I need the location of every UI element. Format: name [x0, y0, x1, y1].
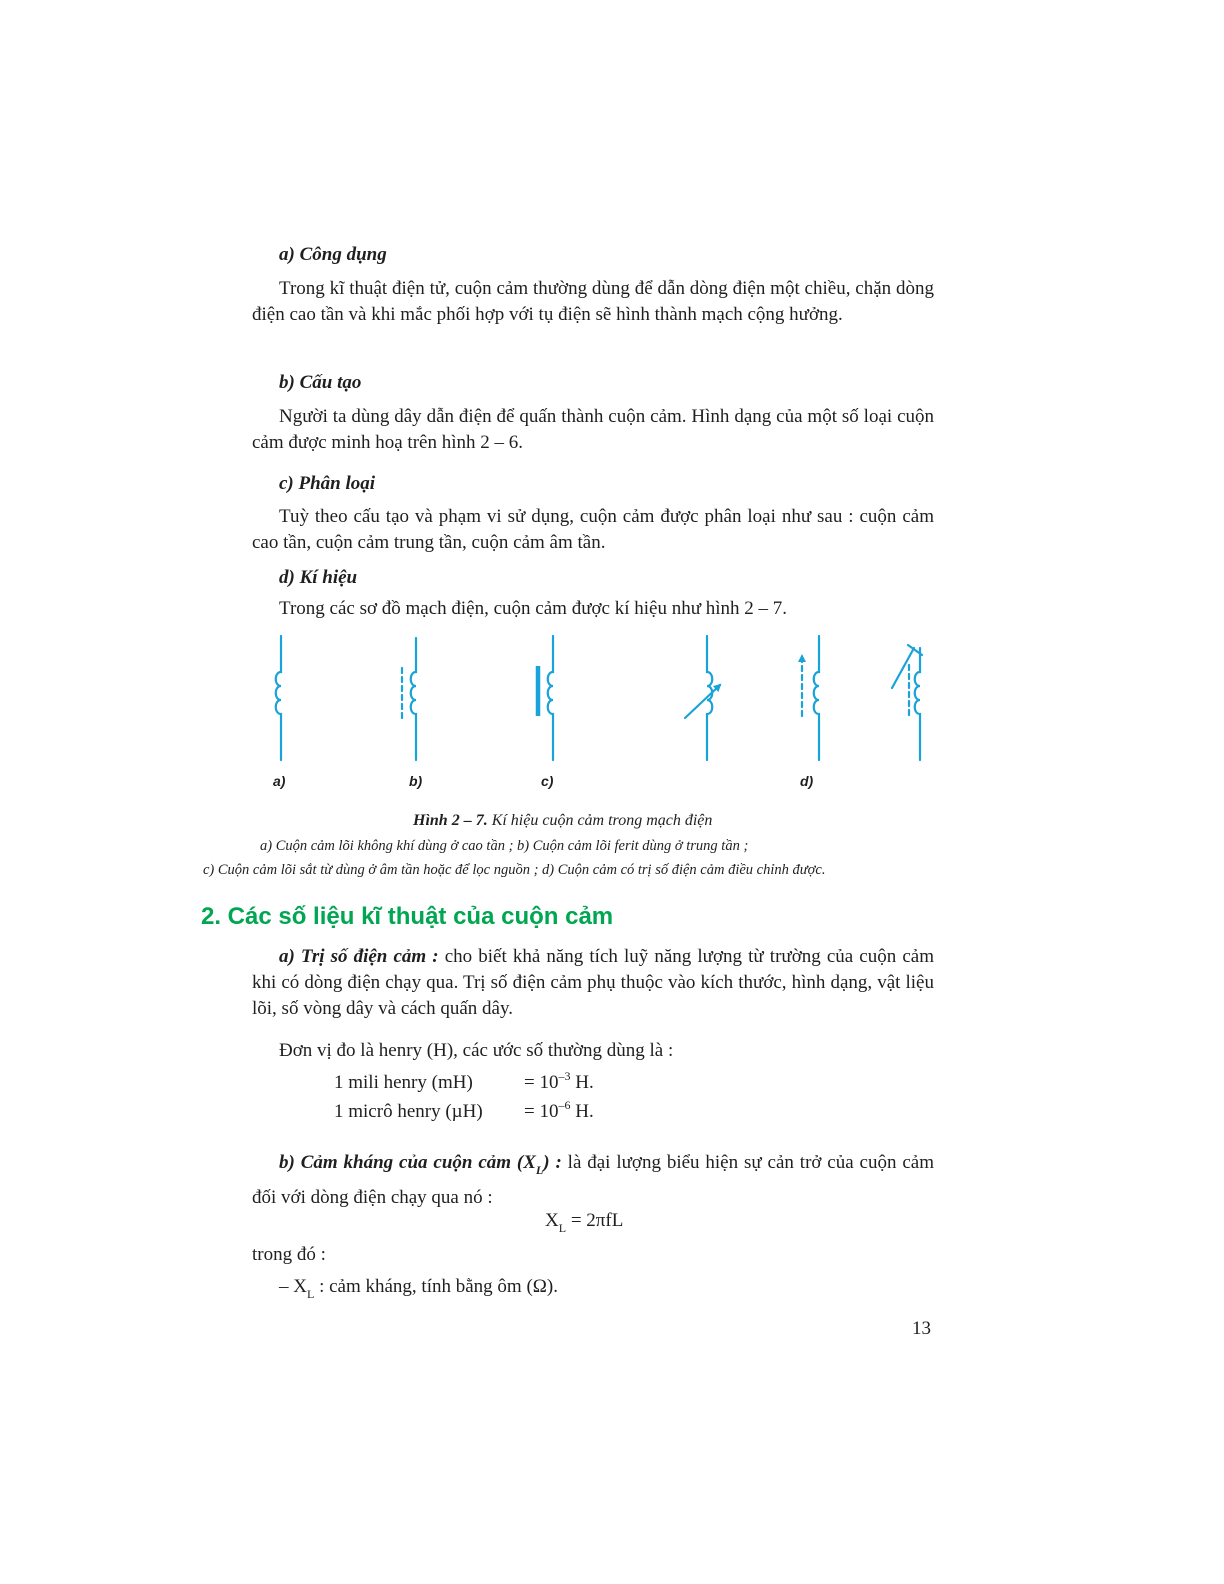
definition-xl-sub: L	[306, 1287, 315, 1301]
figure-label-b: b)	[409, 773, 423, 789]
section-title: 2. Các số liệu kĩ thuật của cuộn cảm	[201, 903, 614, 930]
unit-mili-henry-eq: = 10	[524, 1072, 559, 1093]
heading-cong-dung: a) Công dụng	[279, 244, 387, 265]
unit-micro-henry-exp: –6	[558, 1098, 571, 1112]
unit-intro: Đơn vị đo là henry (H), các ước số thường dùng là :	[279, 1040, 674, 1061]
formula-sub: L	[558, 1221, 567, 1235]
unit-micro-henry-eq: = 10	[524, 1101, 559, 1122]
figure-caption-line-2: c) Cuộn cảm lõi sắt từ dùng ở âm tần hoặc để lọc nguồn ; d) Cuộn cảm có trị số điện cảm điều chỉnh được.	[203, 862, 826, 878]
where-label: trong đó :	[252, 1244, 326, 1265]
formula-rhs: = 2πfL	[566, 1210, 624, 1231]
definition-xl-text: : cảm kháng, tính bằng ôm (Ω).	[314, 1276, 558, 1297]
definition-xl-dash: – X	[279, 1276, 307, 1297]
heading-cam-khang-post: ) :	[543, 1152, 562, 1173]
figure-caption-line-1: a) Cuộn cảm lõi không khí dùng ở cao tần ; b) Cuộn cảm lõi ferit dùng ở trung tần ;	[260, 838, 749, 854]
figure-label-c: c)	[541, 773, 554, 789]
unit-micro-henry-name: 1 micrô henry (µH)	[334, 1101, 483, 1122]
paragraph-tri-so-dien-cam	[252, 944, 934, 1022]
formula-cam-khang	[545, 1210, 624, 1235]
inductor-iron-core-symbol	[538, 636, 553, 760]
figure-label-d: d)	[800, 773, 814, 789]
text-tri-so-dien-cam: cho biết khả năng tích luỹ năng lượng từ trường của cuộn cảm khi có dòng điện chạy qua. Trị số điện cảm phụ thuộc vào kích thước, hình dạng, vật liệu lõi, số vòng dây và cách quấn dây.	[252, 946, 934, 1019]
inductor-variable-symbol-1	[685, 636, 720, 760]
page-number: 13	[912, 1318, 931, 1339]
heading-cam-khang-sub: L	[535, 1163, 544, 1177]
paragraph-phan-loai: Tuỳ theo cấu tạo và phạm vi sử dụng, cuộn cảm được phân loại như sau : cuộn cảm cao tần, cuộn cảm trung tần, cuộn cảm âm tần.	[252, 506, 934, 553]
heading-cam-khang: b) Cảm kháng của cuộn cảm (X	[279, 1152, 536, 1173]
unit-micro-henry-end: H.	[570, 1101, 594, 1122]
unit-mili-henry-exp: –3	[558, 1069, 571, 1083]
text-cam-khang: là đại lượng biểu hiện sự cản trở của cuộn cảm đối với dòng điện chạy qua nó :	[252, 1152, 934, 1208]
heading-cau-tao: b) Cấu tạo	[279, 372, 362, 393]
inductor-variable-symbol-3	[892, 645, 922, 760]
unit-micro-henry-value	[524, 1098, 594, 1123]
figure-label-a: a)	[273, 773, 286, 789]
heading-tri-so-dien-cam: a) Trị số điện cảm :	[279, 946, 439, 967]
definition-xl	[279, 1276, 558, 1301]
heading-phan-loai: c) Phân loại	[279, 473, 376, 494]
paragraph-cam-khang	[252, 1146, 934, 1214]
paragraph-cau-tao: Người ta dùng dây dẫn điện để quấn thành cuộn cảm. Hình dạng của một số loại cuộn cảm được minh hoạ trên hình 2 – 6.	[252, 406, 934, 453]
unit-mili-henry-value	[524, 1069, 594, 1094]
figure-caption-title	[413, 812, 913, 830]
heading-ki-hieu: d) Kí hiệu	[279, 567, 358, 588]
inductor-ferrite-core-symbol	[402, 638, 416, 760]
figure-caption-number: Hình 2 – 7.	[413, 812, 488, 829]
inductor-variable-symbol-2	[802, 636, 819, 760]
unit-mili-henry-name: 1 mili henry (mH)	[334, 1072, 473, 1093]
formula-x: X	[545, 1210, 559, 1231]
paragraph-ki-hieu: Trong các sơ đồ mạch điện, cuộn cảm được kí hiệu như hình 2 – 7.	[279, 598, 788, 619]
figure-caption-text: Kí hiệu cuộn cảm trong mạch điện	[487, 812, 713, 829]
paragraph-cong-dung: Trong kĩ thuật điện tử, cuộn cảm thường dùng để dẫn dòng điện một chiều, chặn dòng điện cao tần và khi mắc phối hợp với tụ điện sẽ hình thành mạch cộng hưởng.	[252, 278, 934, 325]
inductor-air-core-symbol	[276, 636, 281, 760]
unit-mili-henry-end: H.	[570, 1072, 594, 1093]
